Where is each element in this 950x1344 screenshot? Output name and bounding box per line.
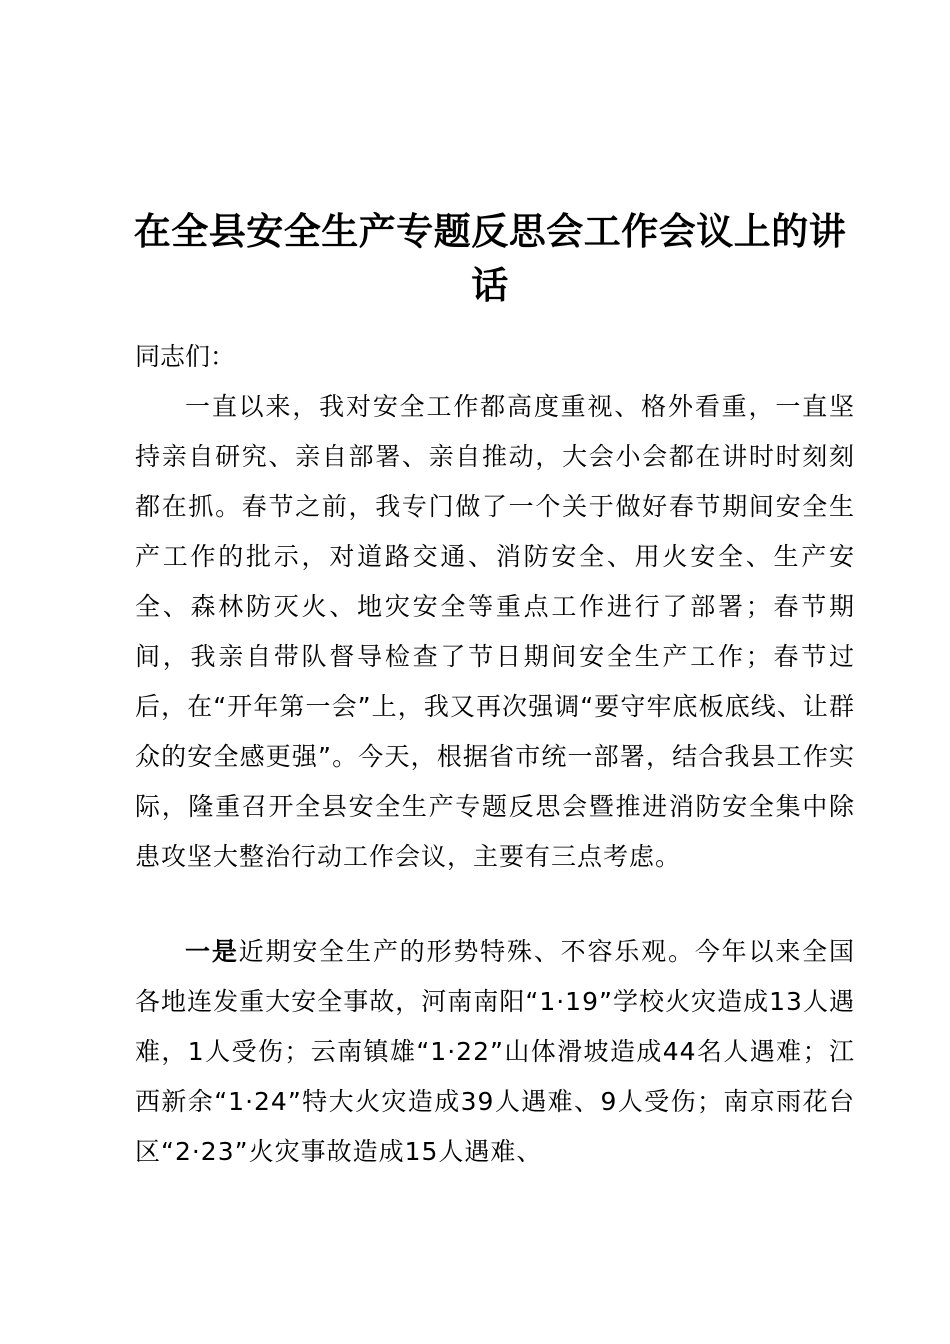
paragraph-1 [135,382,855,882]
paragraph-1-text: 一直以来，我对安全工作都高度重视、格外看重，一直坚持亲自研究、亲自部署、亲自推动，大会小会都在讲时时刻刻都在抓。春节之前，我专门做了一个关于做好春节期间安全生产工作的批示，对道路交通、消防安全、用火安全、生产安全、森林防灭火、地灾安全等重点工作进行了部署；春节期间，我亲自带队督导检查了节日期间安全生产工作；春节过后，在“开年第一会”上，我又再次强调“要守牢底板底线、让群众的安全感更强”。今天，根据省市统一部署，结合我县工作实际，隆重召开全县安全生产专题反思会暨推进消防安全集中除患攻坚大整治行动工作会议，主要有三点考虑。 [135,392,855,871]
salutation: 同志们： [135,342,236,371]
paragraph-2-text: 近期安全生产的形势特殊、不容乐观。今年以来全国各地连发重大安全事故，河南南阳“1·19”学校火灾造成13人遇难，1人受伤；云南镇雄“1·22”山体滑坡造成44名人遇难；江西新余“1·24”特大火灾造成39人遇难、9人受伤；南京雨花台区“2·23”火灾事故造成15人遇难、 [135,937,855,1166]
paragraph-2 [135,927,855,1177]
document-title: 在全县安全生产专题反思会工作会议上的讲话 [133,210,847,307]
paragraph-2-lead: 一是 [185,937,239,966]
